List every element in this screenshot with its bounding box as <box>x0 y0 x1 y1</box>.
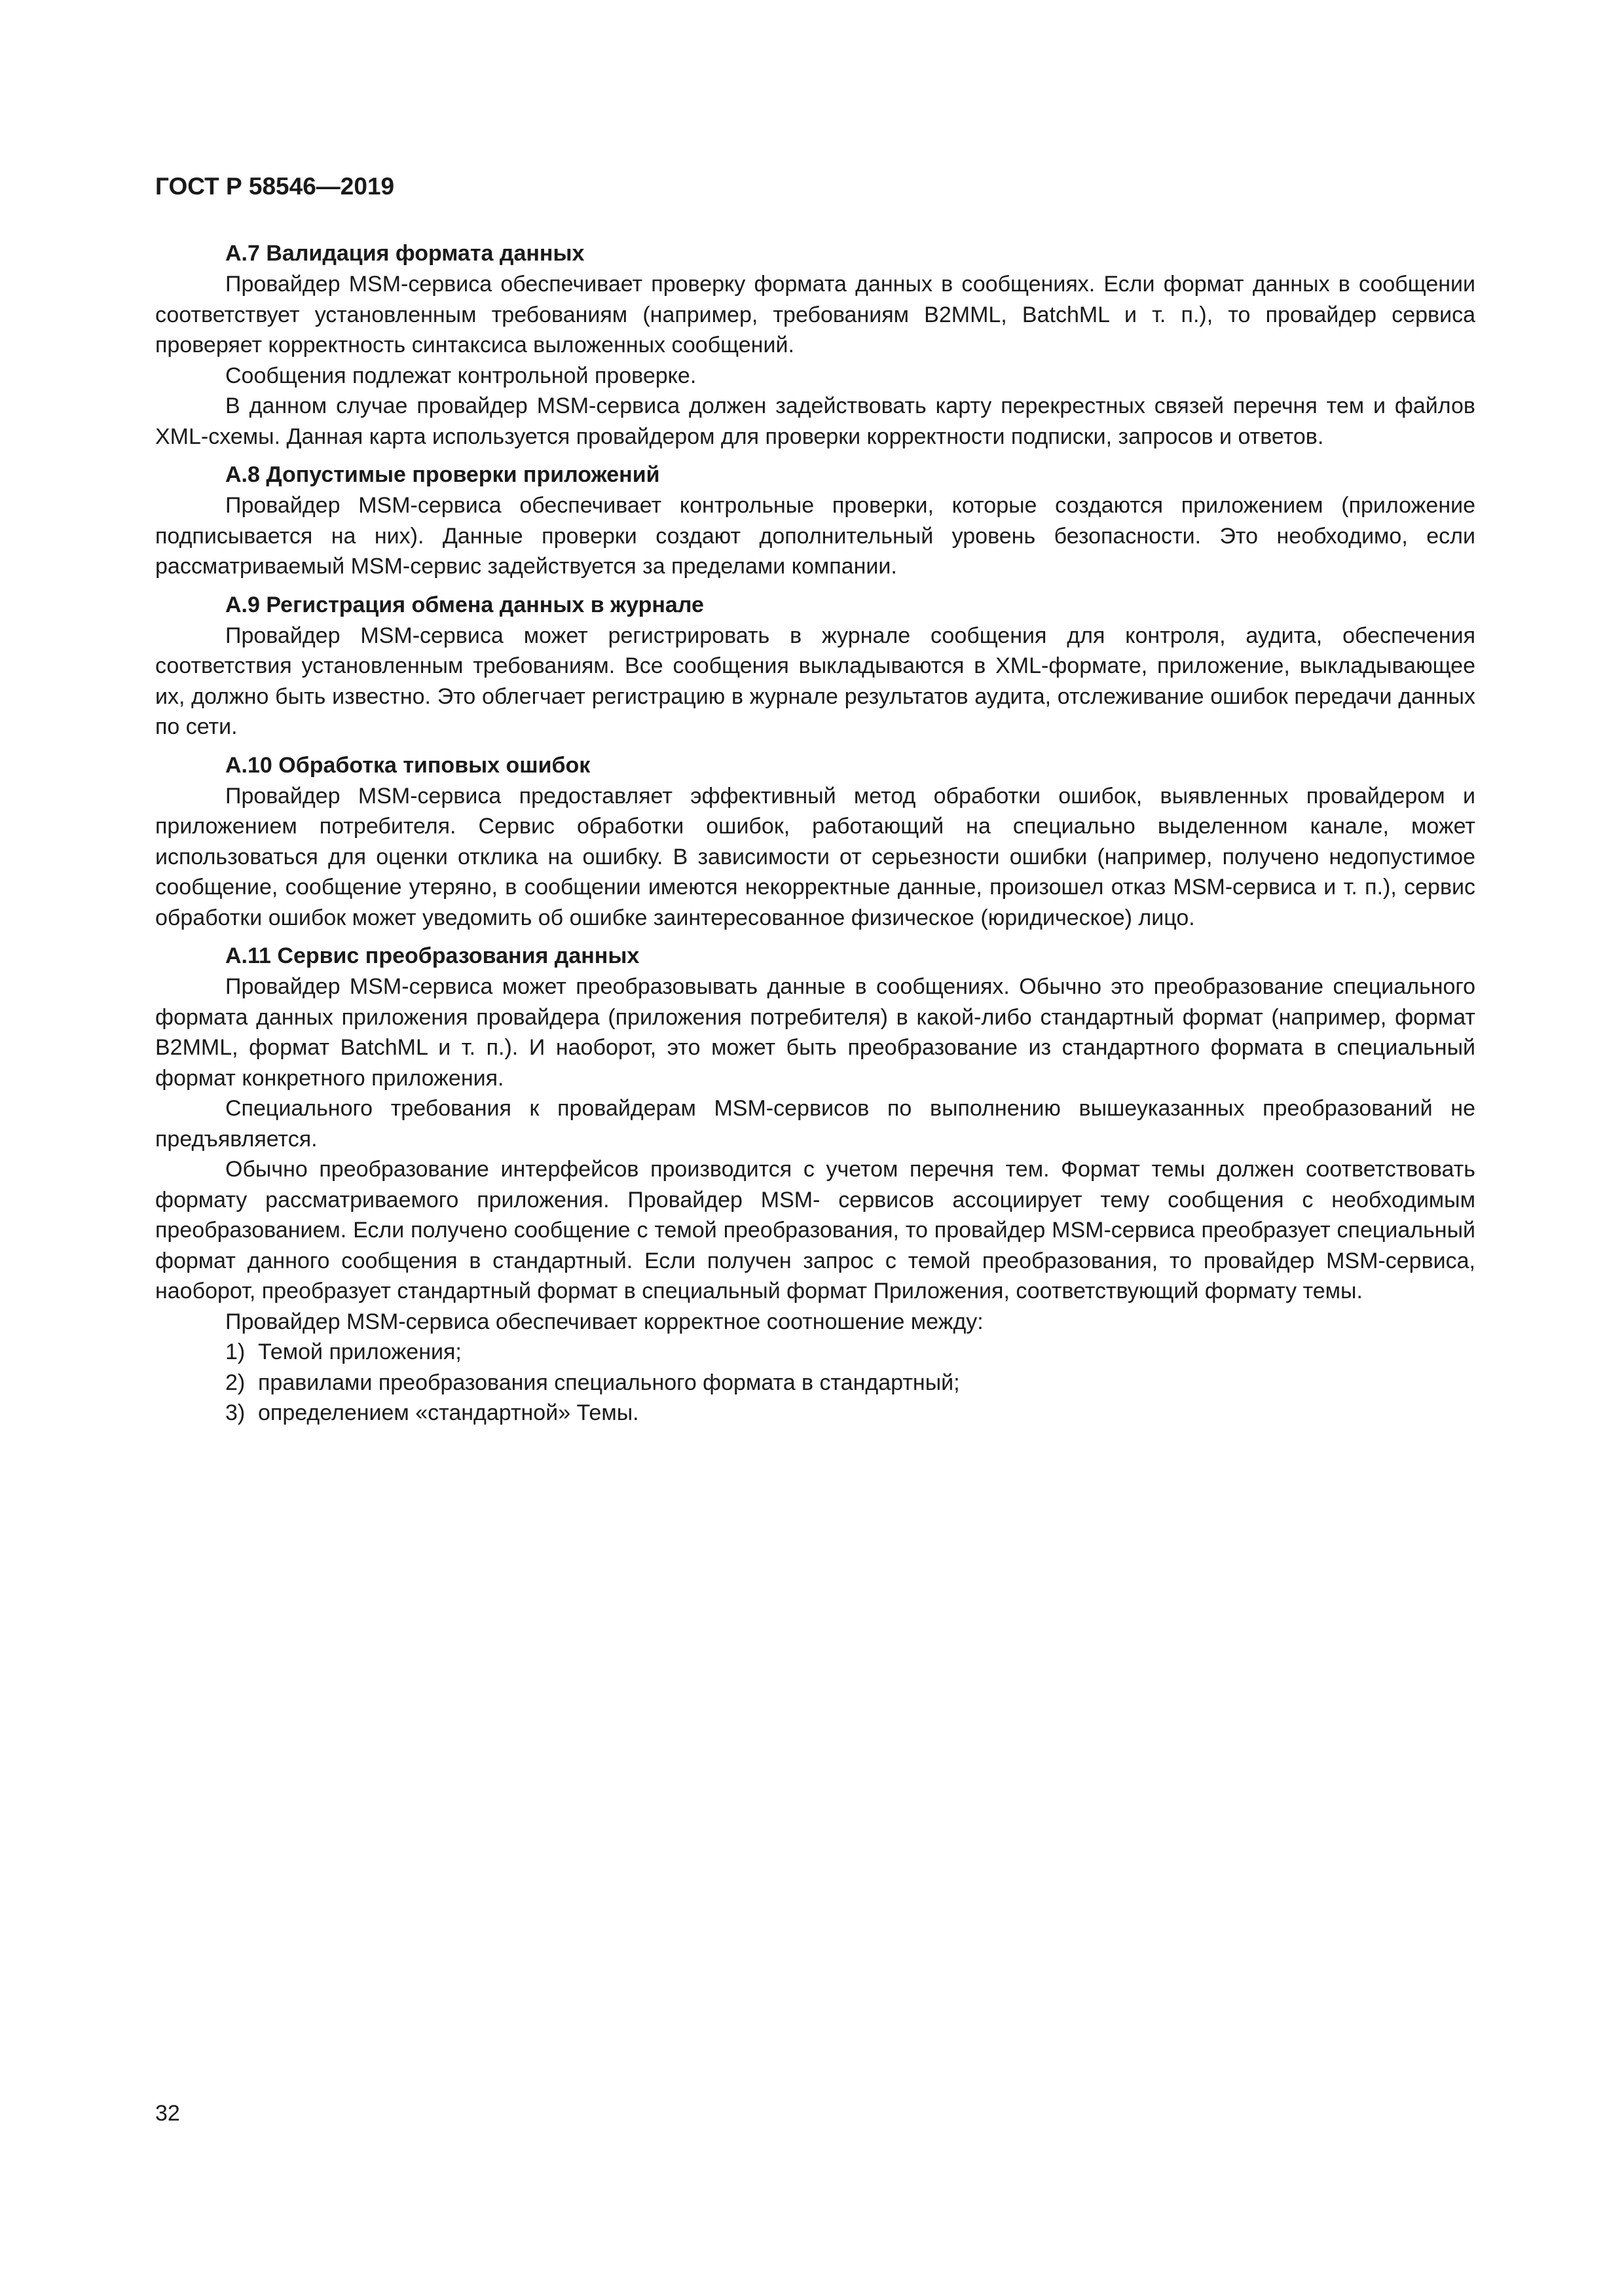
section-title: А.7 Валидация формата данных <box>225 241 585 266</box>
section-title: А.8 Допустимые проверки приложений <box>225 462 660 487</box>
section-a11 <box>155 941 1475 1429</box>
paragraph: Провайдер MSM-сервиса может регистрировать в журнале сообщения для контроля, аудита, обеспечения соответствия установленным требованиям. Все сообщения выкладываются в XML-формате, приложение, выкладывающее их, должно быть известно. Это облегчает регистрацию в журнале результатов аудита, отслеживание ошибок передачи данных по сети. <box>155 623 1475 739</box>
paragraph: Провайдер MSM-сервиса может преобразовывать данные в сообщениях. Обычно это преобразование специального формата данных приложения провайдера (приложения потребителя) в какой-либо стандартный формат (например, формат B2MML, формат BatchML и т. п.). И наоборот, это может быть преобразование из стандартного формата в специальный формат конкретного приложения. <box>155 974 1475 1091</box>
list-item <box>155 1398 1475 1429</box>
paragraph: Провайдер MSM-сервиса предоставляет эффективный метод обработки ошибок, выявленных провайдером и приложением потребителя. Сервис обработки ошибок, работающий на специально выделенном канале, может использоваться для оценки отклика на ошибку. В зависимости от серьезности ошибки (например, получено недопустимое сообщение, сообщение утеряно, в сообщении имеются некорректные данные, произошел отказ MSM-сервиса и т. п.), сервис обработки ошибок может уведомить об ошибке заинтересованное физическое (юридическое) лицо. <box>155 783 1475 930</box>
page-number: 32 <box>155 2101 180 2126</box>
list-item-text: определением «стандартной» Темы. <box>258 1400 639 1425</box>
paragraph: Провайдер MSM-сервиса обеспечивает проверку формата данных в сообщениях. Если формат данных в сообщении соответствует установленным требованиям (например, требованиям B2MML, BatchML и т. п.), то провайдер сервиса проверяет корректность синтаксиса выложенных сообщений. <box>155 272 1475 357</box>
section-title: А.10 Обработка типовых ошибок <box>225 752 591 778</box>
section-a10 <box>155 750 1475 934</box>
list-item-text: Темой приложения; <box>258 1339 462 1364</box>
list-item <box>155 1368 1475 1398</box>
document-header: ГОСТ Р 58546—2019 <box>155 173 395 200</box>
list-item-number: 3) <box>225 1400 246 1425</box>
numbered-list <box>155 1337 1475 1429</box>
paragraph: В данном случае провайдер MSM-сервиса должен задействовать карту перекрестных связей перечня тем и файлов XML-схемы. Данная карта используется провайдером для проверки корректности подписки, запросов и ответов. <box>155 393 1475 449</box>
list-item-text: правилами преобразования специального формата в стандартный; <box>258 1370 960 1395</box>
section-a9 <box>155 590 1475 742</box>
paragraph: Обычно преобразование интерфейсов производится с учетом перечня тем. Формат темы должен соответствовать формату рассматриваемого приложения. Провайдер MSM- сервисов ассоциирует тему сообщения с необходимым преобразованием. Если получено сообщение с темой преобразования, то провайдер MSM-сервиса преобразует специальный формат данного сообщения в стандартный. Если получен запрос с темой преобразования, то провайдер MSM-сервиса, наоборот, преобразует стандартный формат в специальный формат Приложения, соответствующий формату темы. <box>155 1157 1475 1303</box>
document-page <box>155 172 1475 1436</box>
paragraph: Провайдер MSM-сервиса обеспечивает контрольные проверки, которые создаются приложением (приложение подписывается на них). Данные проверки создают дополнительный уровень безопасности. Это необходимо, если рассматриваемый MSM-сервис задействуется за пределами компании. <box>155 493 1475 579</box>
paragraph: Провайдер MSM-сервиса обеспечивает корректное соотношение между: <box>225 1309 984 1334</box>
list-item-number: 1) <box>225 1339 246 1364</box>
section-title: А.11 Сервис преобразования данных <box>225 943 640 968</box>
paragraph: Сообщения подлежат контрольной проверке. <box>225 363 697 388</box>
list-item <box>155 1337 1475 1368</box>
section-a8 <box>155 460 1475 582</box>
list-item-number: 2) <box>225 1370 246 1395</box>
section-a7 <box>155 238 1475 452</box>
section-title: А.9 Регистрация обмена данных в журнале <box>225 592 704 617</box>
paragraph: Специального требования к провайдерам MSM-сервисов по выполнению вышеуказанных преобразований не предъявляется. <box>155 1096 1475 1152</box>
